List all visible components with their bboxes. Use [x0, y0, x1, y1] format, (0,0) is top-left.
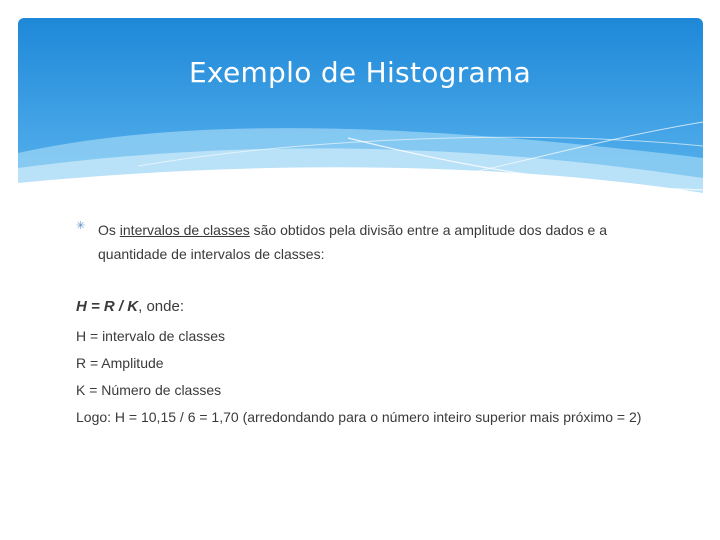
bullet-paragraph — [78, 218, 668, 266]
formula-line — [76, 298, 184, 315]
bullet-star-icon: ✳ — [76, 220, 86, 232]
underlined-term: intervalos de classes — [119, 222, 250, 238]
slide-header — [18, 18, 703, 203]
formula-suffix: , onde: — [138, 298, 184, 315]
definition-h: H = intervalo de classes — [76, 328, 226, 344]
slide-title: Exemplo de Histograma — [188, 56, 532, 89]
header-background — [18, 18, 703, 203]
bullet-lead: Os — [98, 222, 120, 238]
formula-expression: H = R / K — [76, 298, 139, 315]
definition-r: R = Amplitude — [76, 355, 164, 371]
conclusion-line: Logo: H = 10,15 / 6 = 1,70 (arredondando para o número inteiro superior mais próximo = 2) — [76, 409, 642, 425]
bullet-rest: são obtidos pela divisão entre a amplitude dos dados e a quantidade de intervalos de classes: — [98, 222, 607, 262]
definition-k: K = Número de classes — [76, 382, 222, 398]
